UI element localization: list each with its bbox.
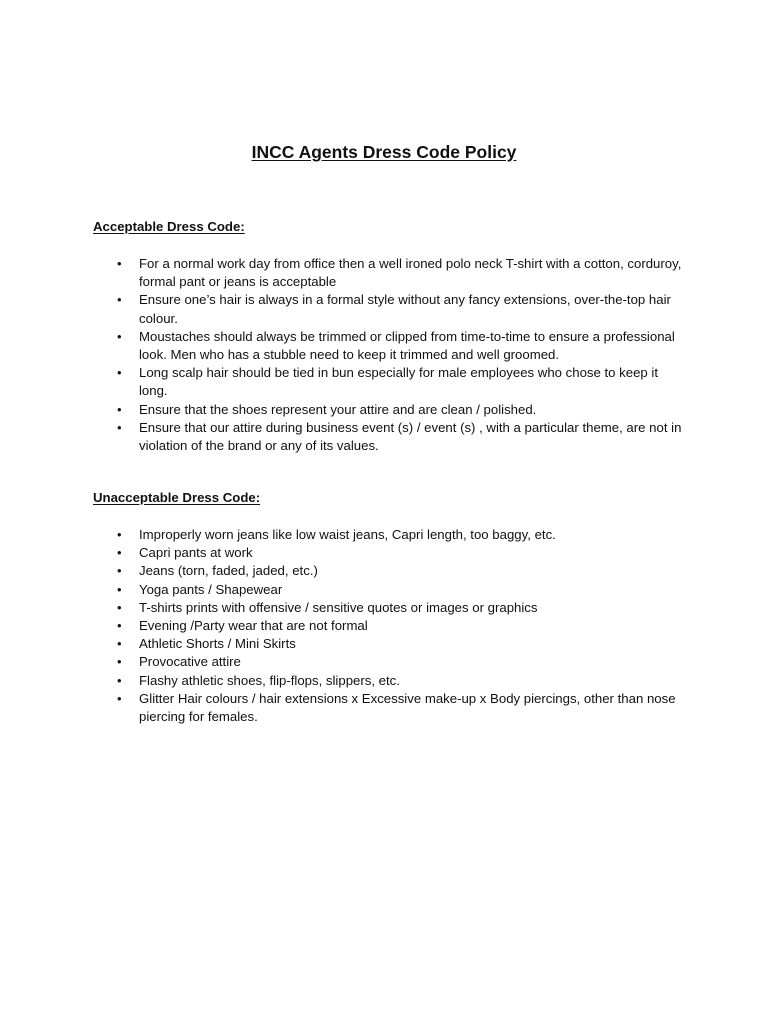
list-item-text: Long scalp hair should be tied in bun especially for male employees who chose to keep it long. xyxy=(139,365,659,399)
acceptable-heading: Acceptable Dress Code: xyxy=(93,219,245,234)
acceptable-list xyxy=(93,255,683,455)
list-item-text: Ensure that the shoes represent your attire and are clean / polished. xyxy=(139,401,537,417)
bullet-icon: • xyxy=(117,365,122,381)
bullet-icon: • xyxy=(117,636,122,652)
bullet-icon: • xyxy=(117,401,122,417)
bullet-icon: • xyxy=(117,545,122,561)
bullet-icon: • xyxy=(117,618,122,634)
list-item-text: Ensure that our attire during business event (s) / event (s) , with a particular theme, are not in violation of the brand or any of its values. xyxy=(139,419,682,454)
list-item xyxy=(93,617,683,635)
list-item xyxy=(93,419,683,455)
bullet-icon: • xyxy=(117,654,122,670)
list-item xyxy=(93,255,683,291)
list-item-text: Jeans (torn, faded, jaded, etc.) xyxy=(139,563,318,579)
list-item xyxy=(93,635,683,653)
list-item xyxy=(93,526,683,544)
list-item xyxy=(93,690,683,726)
bullet-icon: • xyxy=(117,672,122,688)
list-item xyxy=(93,562,683,580)
list-item xyxy=(93,328,683,364)
list-item xyxy=(93,291,683,327)
bullet-icon: • xyxy=(117,581,122,597)
page-title: INCC Agents Dress Code Policy xyxy=(251,142,517,162)
bullet-icon: • xyxy=(117,419,122,435)
list-item-text: Evening /Party wear that are not formal xyxy=(139,618,368,634)
list-item-text: Capri pants at work xyxy=(139,545,253,561)
bullet-icon: • xyxy=(117,690,122,706)
list-item-text: Ensure one’s hair is always in a formal style without any fancy extensions, over-the-top hair colour. xyxy=(139,292,671,326)
bullet-icon: • xyxy=(117,292,122,308)
list-item-text: Yoga pants / Shapewear xyxy=(139,581,283,597)
list-item-text: Glitter Hair colours / hair extensions x Excessive make-up x Body piercings, other than nose piercing for females. xyxy=(139,690,676,725)
list-item xyxy=(93,401,683,419)
bullet-icon: • xyxy=(117,599,122,615)
bullet-icon: • xyxy=(117,328,122,344)
list-item-text: Provocative attire xyxy=(139,654,241,670)
bullet-icon: • xyxy=(117,527,122,542)
list-item xyxy=(93,653,683,671)
list-item-text: Improperly worn jeans like low waist jeans, Capri length, too baggy, etc. xyxy=(139,527,556,542)
list-item-text: Athletic Shorts / Mini Skirts xyxy=(139,636,296,652)
bullet-icon: • xyxy=(117,256,122,271)
list-item xyxy=(93,364,683,400)
list-item-text: T-shirts prints with offensive / sensitive quotes or images or graphics xyxy=(139,599,538,615)
list-item xyxy=(93,672,683,690)
unacceptable-heading: Unacceptable Dress Code: xyxy=(93,490,261,505)
list-item-text: Moustaches should always be trimmed or clipped from time-to-time to ensure a professional look. Men who has a stubble need to keep it trimmed and well groomed. xyxy=(139,328,675,363)
list-item xyxy=(93,544,683,562)
list-item xyxy=(93,581,683,599)
bullet-icon: • xyxy=(117,563,122,579)
list-item-text: For a normal work day from office then a well ironed polo neck T-shirt with a cotton, corduroy, formal pant or jeans is acceptable xyxy=(139,256,682,290)
list-item-text: Flashy athletic shoes, flip-flops, slippers, etc. xyxy=(139,672,400,688)
unacceptable-list xyxy=(93,526,683,726)
list-item xyxy=(93,599,683,617)
